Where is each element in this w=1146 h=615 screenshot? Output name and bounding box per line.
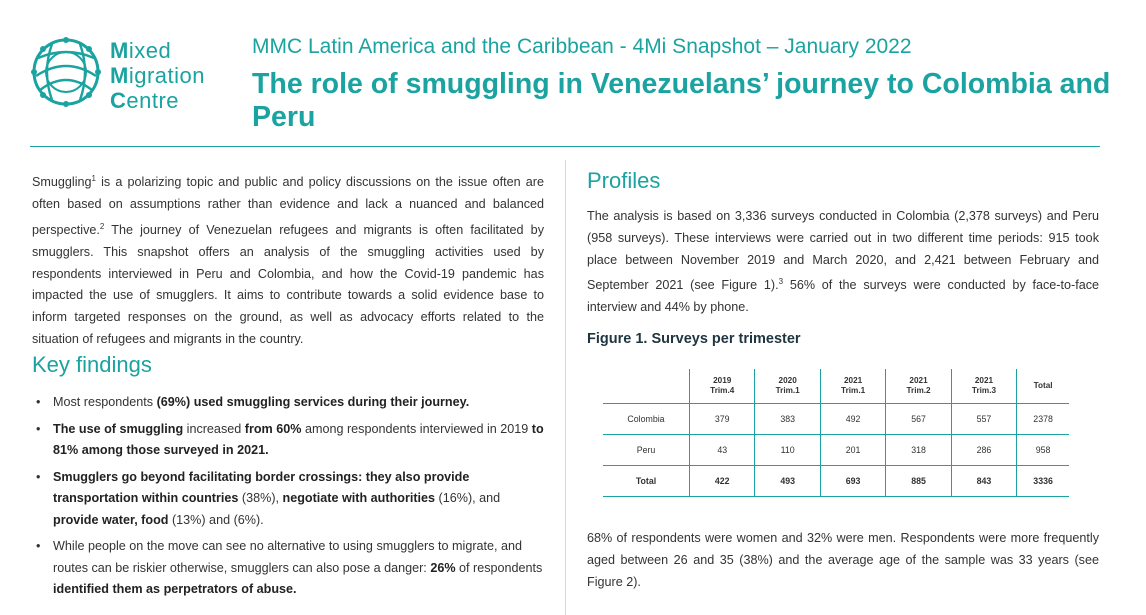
mmc-logo (30, 36, 230, 116)
table-header-total: Total (1017, 369, 1069, 404)
table-cell: 318 (886, 435, 951, 466)
profiles-paragraph-1: The analysis is based on 3,336 surveys conducted in Colombia (2,378 surveys) and Peru (958 surveys). These interviews were carried out in two different time periods: 915 took place between November 2019 and March 2020, and 2,421 between February and September 2021 (see Figure 1).$^3$ 56% of the surveys were conducted by face-to-face interview and 44% by phone. (587, 209, 1100, 315)
list-item: • Smugglers go beyond facilitating border crossings: they also provide transportation within countries (38%), negotiate with authorities (16%), and provide water, food (13%) and (6%). (32, 467, 546, 532)
table-cell-total: 2378 (1017, 404, 1069, 435)
table-cell: 885 (886, 466, 951, 497)
table-header-cell: 2021 Trim.1 (820, 369, 885, 404)
table-header-cell: 2021 Trim.3 (951, 369, 1016, 404)
list-item: • While people on the move can see no alternative to using smugglers to migrate, and routes can be riskier otherwise, smugglers can also pose a danger: 26% of respondents identified them as perpetrators of abuse. (32, 536, 546, 601)
report-title: The role of smuggling in Venezuelans’ journey to Colombia and Peru (252, 68, 1111, 133)
table-header-row (603, 369, 1069, 404)
row-label: Total (603, 466, 690, 497)
table-cell: 843 (951, 466, 1016, 497)
table-row (603, 404, 1069, 435)
logo-wordmark: Mixed Migration Centre (110, 38, 205, 113)
table-header-cell: 2020 Trim.1 (755, 369, 820, 404)
table-total-row (603, 466, 1069, 497)
report-subtitle: MMC Latin America and the Caribbean - 4Mi Snapshot – January 2022 (252, 35, 912, 58)
mmc-logo-icon (30, 36, 102, 108)
table-cell: 110 (755, 435, 820, 466)
table-header-cell: 2019 Trim.4 (690, 369, 755, 404)
table-header-cell: 2021 Trim.2 (886, 369, 951, 404)
list-item: • Most respondents (69%) used smuggling services during their journey. (32, 392, 546, 414)
table-cell: 567 (886, 404, 951, 435)
list-item: • The use of smuggling increased from 60% among respondents interviewed in 2019 to 81% among those surveyed in 2021. (32, 419, 546, 462)
table-cell: 383 (755, 404, 820, 435)
table-cell: 422 (690, 466, 755, 497)
row-label: Peru (603, 435, 690, 466)
table-cell: 201 (820, 435, 885, 466)
table-cell: 493 (755, 466, 820, 497)
column-divider (565, 160, 566, 615)
table-cell-total: 3336 (1017, 466, 1069, 497)
footnote-1[interactable]: 1 (91, 174, 96, 183)
table-cell: 43 (690, 435, 755, 466)
key-findings-list (32, 392, 546, 606)
table-cell: 693 (820, 466, 885, 497)
footnote-2[interactable]: 2 (99, 221, 105, 231)
table-cell: 286 (951, 435, 1016, 466)
table-cell: 492 (820, 404, 885, 435)
table-header-empty (603, 369, 690, 404)
surveys-table (603, 369, 1069, 497)
key-findings-heading: Key findings (32, 352, 152, 377)
footnote-3[interactable]: 3 (778, 277, 784, 287)
profiles-paragraph-2: 68% of respondents were women and 32% were men. Respondents were more frequently aged between 26 and 35 (38%) and the average age of the sample was 33 years (see Figure 2). (587, 531, 1099, 589)
table-cell: 557 (951, 404, 1016, 435)
profiles-heading: Profiles (587, 168, 661, 193)
table-cell-total: 958 (1017, 435, 1069, 466)
figure-title: Figure 1. Surveys per trimester (587, 331, 801, 347)
table-row (603, 435, 1069, 466)
intro-paragraph: Smuggling$^1$ is a polarizing topic and public and policy discussions on the issue often are often based on assumptions rather than evidence and lack a nuanced and balanced perspective.$^2$ The journey of Venezuelan refugees and migrants is often facilitated by smugglers. This snapshot offers an analysis of the smuggling activities used by respondents interviewed in Peru and Colombia, and how the Covid-19 pandemic has impacted the use of smugglers. It aims to contribute towards a solid evidence base to inform targeted responses on the ground, as well as advocacy efforts related to the situation of refugees and migrants in the country. (32, 174, 544, 346)
header-divider (30, 146, 1100, 147)
table-cell: 379 (690, 404, 755, 435)
row-label: Colombia (603, 404, 690, 435)
